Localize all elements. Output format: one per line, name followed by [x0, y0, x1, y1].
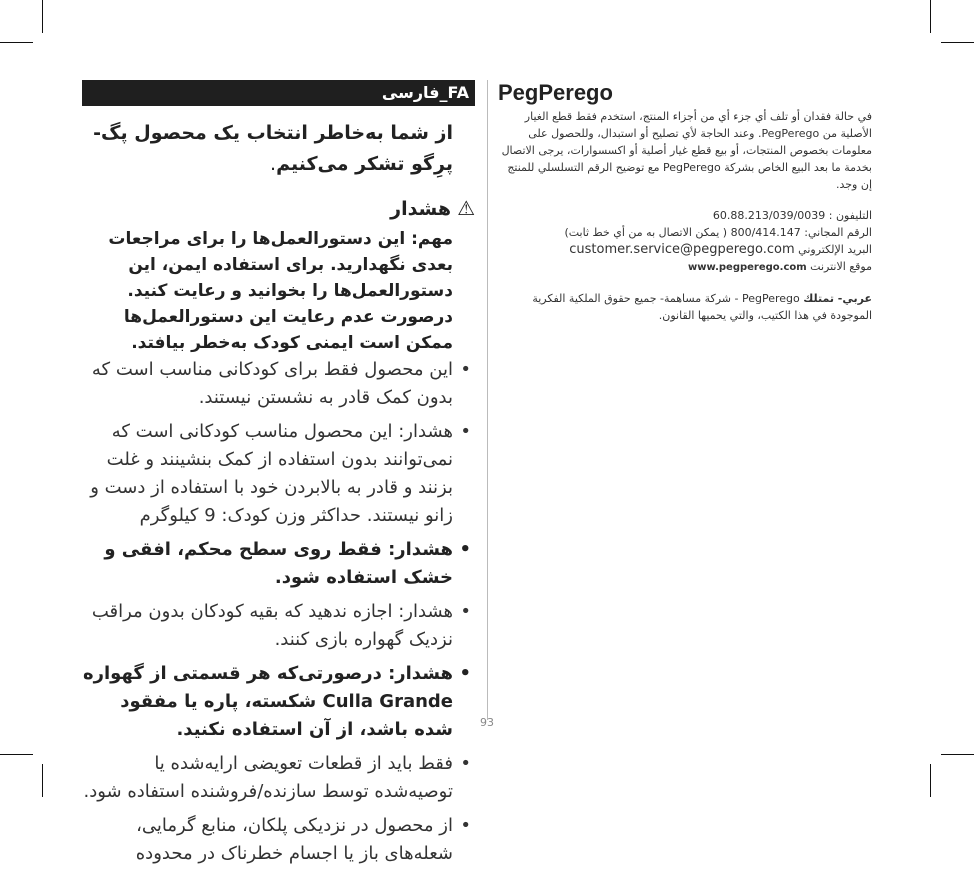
crop-mark: [930, 0, 931, 33]
bullet-icon: •: [459, 663, 471, 684]
important-notice: مهم: این دستورالعمل‌ها را برای مراجعات بعدی نگهدارید. برای استفاده ایمن، این دستورالعمل‌ها را بخوانید و رعایت کنید. درصورت عدم رعایت این دستورالعمل‌ها ممکن است ایمنی کودک به‌خطر بیافتد.: [108, 229, 453, 353]
warning-list-item: [82, 660, 475, 744]
bullet-icon: •: [459, 539, 471, 560]
email-line: [498, 241, 872, 258]
warning-list-text: هشدار: اجازه ندهید که بقیه کودکان بدون مراقب نزدیک گهواره بازی کنند.: [91, 601, 453, 650]
arabic-column: [498, 80, 872, 324]
crop-mark: [941, 42, 974, 43]
warning-list-item: [82, 418, 475, 530]
warning-list: [82, 356, 475, 868]
language-header: [82, 80, 475, 106]
free-number-label: الرقم المجاني:: [804, 226, 872, 239]
website-label: موقع الانترنت: [810, 260, 872, 273]
copyright-notice: [498, 290, 872, 324]
bullet-icon: •: [460, 601, 471, 622]
service-paragraph: في حالة فقدان أو تلف أي جزء أي من أجزاء المنتج، استخدم فقط قطع الغيار الأصلية من PegPerego. وعند الحاجة لأي تصليح أو استبدال، وللحصول على معلومات بخصوص المنتجات، أو بيع قطع غيار أصلية أو اكسسوارات، يرجى الاتصال بخدمة ما بعد البيع الخاص بشركة PegPerego مع توضيح الرقم التسلسلي للمنتج إن وجد.: [501, 110, 872, 191]
phone-number: 60.88.213/039/0039: [712, 209, 826, 222]
intro-text: [82, 118, 475, 180]
column-divider: [487, 80, 488, 720]
warning-heading: [82, 196, 475, 226]
copyright-label: عربي- تمتلك: [803, 292, 872, 305]
language-label: FA_فارسی: [381, 83, 469, 102]
phone-line: [498, 207, 872, 224]
warning-triangle-icon: ⚠: [457, 196, 475, 220]
warning-list-text: هشدار: فقط روی سطح محکم، افقی و خشک استفاده شود.: [104, 539, 453, 588]
crop-mark: [0, 42, 33, 43]
email-label: البريد الإلكتروني: [798, 243, 872, 256]
free-number-line: [498, 224, 872, 241]
persian-column: [82, 80, 475, 874]
intro-sentence: از شما به‌خاطر انتخاب یک محصول پگ-پرِگو تشکر می‌کنیم: [93, 122, 453, 175]
warning-list-item: [82, 750, 475, 806]
warning-list-item: [82, 598, 475, 654]
page-number: 93: [480, 716, 494, 729]
website-url[interactable]: www.pegperego.com: [688, 262, 807, 273]
warning-list-item: [82, 356, 475, 412]
bullet-icon: •: [460, 421, 471, 442]
intro-period: .: [270, 153, 277, 175]
crop-mark: [0, 754, 33, 755]
bullet-icon: •: [460, 359, 471, 380]
free-number-note: ( يمكن الاتصال به من أي خط ثابت): [564, 226, 728, 239]
warning-list-text: از محصول در نزدیکی پلکان، منابع گرمایی، شعله‌های باز یا اجسام خطرناک در محدوده: [135, 815, 453, 864]
website-line: [498, 258, 872, 276]
warning-list-text: هشدار: این محصول مناسب کودکانی است که نمی‌توانند بدون استفاده از کمک بنشینند و غلت بزنند و قادر به بالابردن خود با استفاده از دست و زانو نیستند. حداکثر وزن کودک: 9 کیلوگرم: [90, 421, 453, 526]
crop-mark: [42, 0, 43, 33]
warning-list-item: [82, 536, 475, 592]
warning-list-text: فقط باید از قطعات تعویضی ارایه‌شده یا توصیه‌شده توسط سازنده/فروشنده استفاده شود.: [83, 753, 453, 802]
warning-list-text: هشدار: درصورتی‌که هر قسمتی از گهواره Culla Grande شکسته، پاره یا مفقود شده باشد، از آن استفاده نکنید.: [83, 663, 453, 740]
warning-list-item: [82, 812, 475, 868]
email-address[interactable]: customer.service@pegperego.com: [569, 242, 795, 257]
free-number: 800/414.147: [730, 226, 801, 239]
crop-mark: [42, 764, 43, 797]
bullet-icon: •: [460, 753, 471, 774]
crop-mark: [941, 754, 974, 755]
phone-label: التليفون :: [828, 209, 872, 222]
bullet-icon: •: [460, 815, 471, 836]
warning-list-text: این محصول فقط برای کودکانی مناسب است که بدون کمک قادر به نشستن نیستند.: [91, 359, 453, 408]
copyright-text: PegPerego - شركة مساهمة- جميع حقوق الملكية الفكرية الموجودة في هذا الكتيب، والتي يحميها القانون.: [532, 292, 872, 322]
brand-name: PegPerego: [498, 80, 613, 105]
warning-title: هشدار: [390, 198, 452, 220]
crop-mark: [930, 764, 931, 797]
